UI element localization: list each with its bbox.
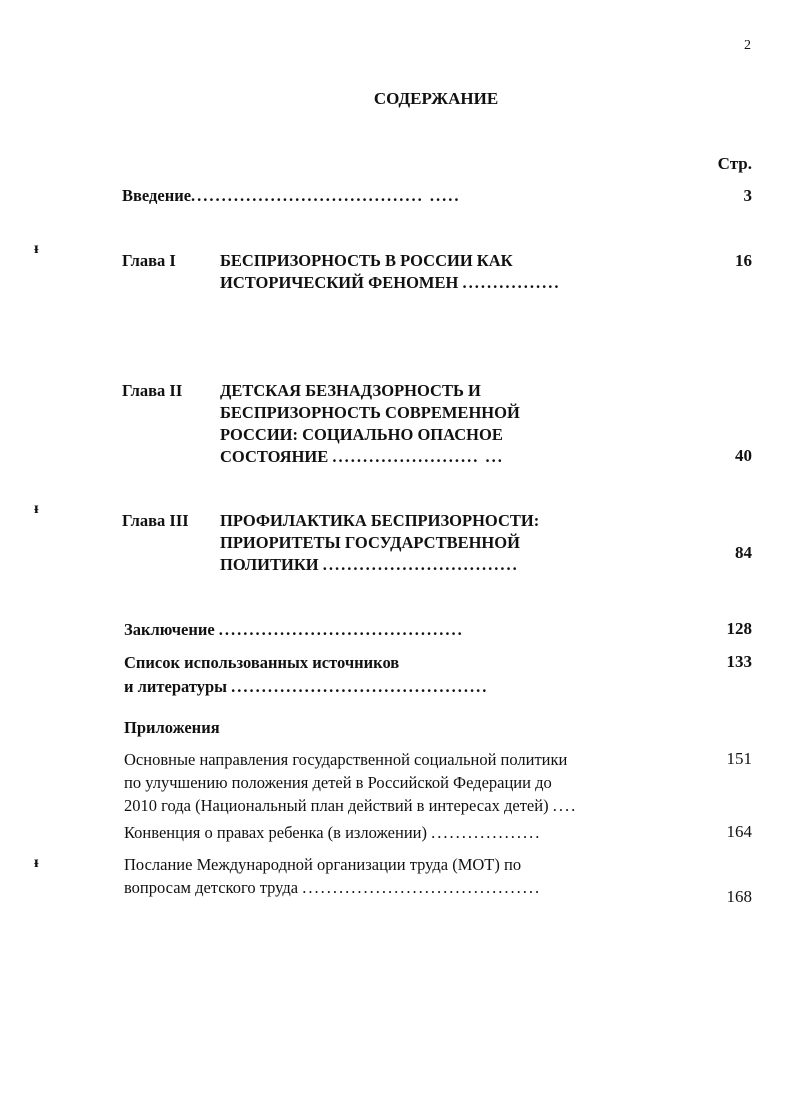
chapter-title-line: СОСТОЯНИЕ bbox=[220, 447, 329, 466]
toc-page-number: 151 bbox=[726, 749, 752, 768]
toc-page-number: 128 bbox=[726, 619, 752, 638]
leader-dots: ................................ bbox=[322, 555, 519, 574]
leader-dots: ................ bbox=[462, 273, 561, 292]
toc-page-number: 3 bbox=[743, 186, 752, 205]
leader-dots: .......................................... bbox=[231, 677, 489, 696]
toc-page-number: 84 bbox=[735, 543, 752, 562]
toc-entry-chapter-1[interactable] bbox=[220, 250, 560, 294]
toc-entry-appendix-3[interactable] bbox=[124, 853, 541, 899]
chapter-title-line: РОССИИ: СОЦИАЛЬНО ОПАСНОЕ bbox=[220, 425, 503, 444]
toc-page-number: 133 bbox=[726, 652, 752, 671]
leader-dots: ........................................ bbox=[218, 620, 464, 639]
chapter-title-line: ИСТОРИЧЕСКИЙ ФЕНОМЕН bbox=[220, 273, 459, 292]
leader-dots: ....................................... bbox=[302, 878, 542, 897]
toc-page-number: 168 bbox=[726, 887, 752, 906]
chapter-label: Глава III bbox=[122, 511, 189, 530]
appendix-line: Конвенция о правах ребенка (в изложении) bbox=[124, 823, 427, 842]
margin-mark: ᵻ bbox=[34, 500, 39, 517]
toc-entry-sources[interactable] bbox=[124, 651, 488, 699]
toc-entry-chapter-3[interactable] bbox=[220, 510, 539, 576]
appendix-line: вопросам детского труда bbox=[124, 878, 299, 897]
chapter-title-line: ПОЛИТИКИ bbox=[220, 555, 319, 574]
chapter-title-line: БЕСПРИЗОРНОСТЬ В РОССИИ КАК bbox=[220, 251, 513, 270]
toc-entry-appendix-1[interactable] bbox=[124, 748, 577, 817]
leader-dots: .................. bbox=[431, 823, 542, 842]
appendix-line: Послание Международной организации труда (МОТ) по bbox=[124, 855, 522, 874]
toc-entry-label: Заключение bbox=[124, 620, 215, 639]
leader-dots: ........................ ... bbox=[332, 447, 504, 466]
margin-mark: ᵻ bbox=[34, 240, 39, 257]
leader-dots: ...................................... ..... bbox=[191, 186, 461, 205]
chapter-title-line: ПРИОРИТЕТЫ ГОСУДАРСТВЕННОЙ bbox=[220, 533, 520, 552]
chapter-title-line: ДЕТСКАЯ БЕЗНАДЗОРНОСТЬ И bbox=[220, 381, 481, 400]
appendix-heading: Приложения bbox=[124, 718, 220, 737]
chapter-label: Глава I bbox=[122, 251, 176, 270]
appendix-line: 2010 года (Национальный план действий в интересах детей) bbox=[124, 796, 549, 815]
toc-entry-line: и литературы bbox=[124, 677, 228, 696]
toc-page-number: 16 bbox=[735, 251, 752, 270]
page-column-header: Стр. bbox=[717, 154, 752, 173]
toc-entry-appendix-2[interactable] bbox=[124, 821, 541, 844]
appendix-line: по улучшению положения детей в Российской Федерации до bbox=[124, 773, 552, 792]
toc-entry-conclusion[interactable] bbox=[124, 618, 464, 642]
toc-entry-label: Введение bbox=[122, 186, 192, 205]
toc-entry-intro[interactable] bbox=[122, 184, 461, 208]
chapter-title-line: БЕСПРИЗОРНОСТЬ СОВРЕМЕННОЙ bbox=[220, 403, 520, 422]
margin-mark: ᵻ bbox=[34, 854, 39, 871]
chapter-title-line: ПРОФИЛАКТИКА БЕСПРИЗОРНОСТИ: bbox=[220, 511, 540, 530]
page-number: 2 bbox=[744, 38, 751, 53]
chapter-label: Глава II bbox=[122, 381, 183, 400]
toc-page-number: 164 bbox=[726, 822, 752, 841]
appendix-line: Основные направления государственной социальной политики bbox=[124, 750, 568, 769]
toc-entry-chapter-2[interactable] bbox=[220, 380, 520, 468]
toc-entry-line: Список использованных источников bbox=[124, 653, 400, 672]
page-title: СОДЕРЖАНИЕ bbox=[373, 89, 499, 108]
toc-page-number: 40 bbox=[735, 446, 752, 465]
leader-dots: .... bbox=[552, 796, 578, 815]
